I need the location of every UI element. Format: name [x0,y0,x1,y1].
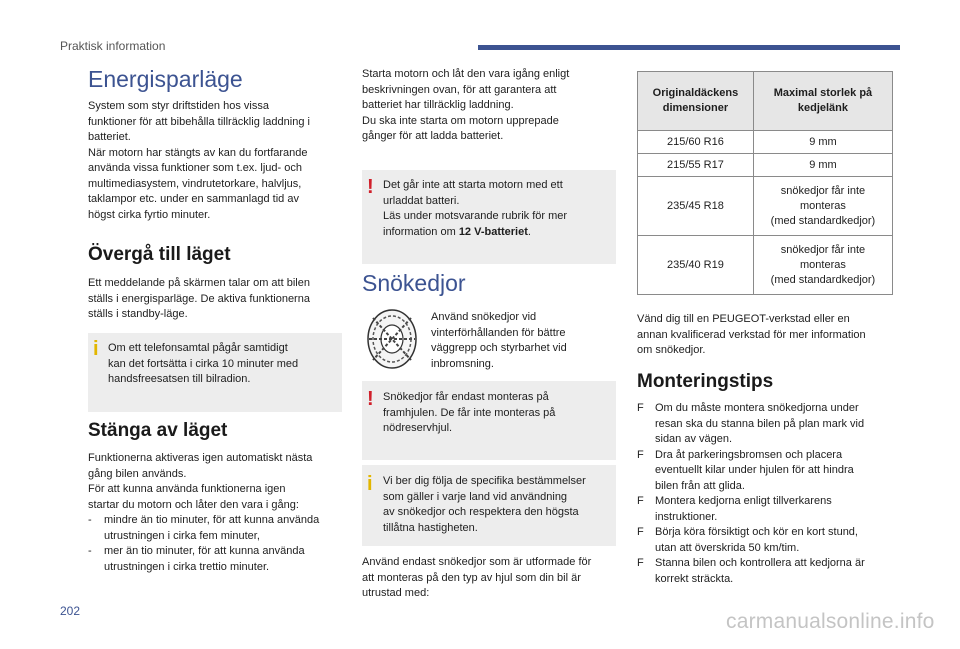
page-number: 202 [60,604,81,618]
exit-mode-text: Funktionerna aktiveras igen automatiskt nästa gång bilen används. För att kunna använda funktionerna igen startar du motorn och låter den vara i gång: [88,452,313,511]
snow-chain-illustration [365,308,420,370]
bullet-icon: F [637,448,644,461]
table-cell: 215/55 R17 [638,154,754,177]
column-header: Maximal storlek på kedjelänk [753,72,892,131]
mounting-tips-list [637,401,899,587]
table-cell: snökedjor får inte monteras (med standardkedjor) [753,236,892,295]
snow-chains-text: Använd snökedjor vid vinterförhållanden för bättre väggrepp och styrbarhet vid inbromsning. [431,311,567,370]
warning-front-wheels-text: Snökedjor får endast monteras på framhjulen. De får inte monteras på nödreservhjul. [383,391,556,434]
table-cell: 235/45 R18 [638,177,754,236]
table-row [638,154,893,177]
enter-mode-title: Övergå till läget [88,244,231,265]
list-item: - mer än tio minuter, för att kunna använda utrustningen i cirka trettio minuter. [88,544,348,575]
energy-save-intro: System som styr driftstiden hos vissa funktioner för att bibehålla tillräcklig laddning i batteriet. När motorn har stängts av kan du fortfarande använda vissa funktioner som t.ex. ljud- och multimediasystem, vindrutetorkare, halvljus, taklampor etc. under en sammanlagd tid av högst cirka fyrtio minuter. [88,100,310,221]
list-item: F Dra åt parkeringsbromsen och placera eventuellt kilar under hjulen för att hindra bilen från att glida. [637,448,854,492]
info-regulations-text: Vi ber dig följa de specifika bestämmelser som gäller i varje land vid användning av snökedjor och respektera den högsta tillåtna hastigheten. [383,475,586,534]
table-cell: 235/40 R19 [638,236,754,295]
info-box-regulations [362,465,616,546]
snow-chains-title: Snökedjor [362,270,466,296]
energy-save-title: Energisparläge [88,66,243,92]
warning-icon: ! [367,388,374,410]
table-row [638,177,893,236]
bullet-icon: F [637,402,644,414]
exit-mode-list [88,513,348,575]
bullet-icon: F [637,526,644,538]
mounting-tips-title: Monteringstips [637,371,774,392]
info-note-text: Om ett telefonsamtal pågår samtidigt kan det fortsätta i cirka 10 minuter med handsfreesatsen till bilradion. [108,342,299,385]
exit-mode-title: Stänga av läget [88,420,228,441]
chain-type-text: Använd endast snökedjor som är utformade för att monteras på den typ av hjul som din bil är utrustad med: [362,556,592,599]
list-item: F Stanna bilen och kontrollera att kedjorna är korrekt sträckta. [637,557,865,585]
header-rule [478,45,900,50]
table-row [638,236,893,295]
warning-box-front-wheels [362,381,616,460]
info-icon: i [93,338,99,360]
info-icon: i [367,473,373,495]
table-row [638,131,893,154]
table-cell: 215/60 R16 [638,131,754,154]
table-cell: snökedjor får inte monteras (med standardkedjor) [753,177,892,236]
watermark: carmanualsonline.info [726,610,935,633]
table-cell: 9 mm [753,131,892,154]
table-header-row [638,72,893,131]
warning-box-battery [362,170,616,264]
warning-battery-text: Det går inte att starta motorn med ett urladdat batteri. Läs under motsvarande rubrik för mer information om 12 V-batteriet. [383,179,568,238]
warning-icon: ! [367,176,374,198]
workshop-text: Vänd dig till en PEUGEOT-verkstad eller en annan kvalificerad verkstad för mer information om snökedjor. [637,313,866,356]
list-item: F Börja köra försiktigt och kör en kort stund, utan att överskrida 50 km/tim. [637,526,858,554]
section-header: Praktisk information [60,39,166,53]
list-item: F Montera kedjorna enligt tillverkarens instruktioner. [637,495,832,523]
bullet-icon: F [637,495,644,507]
list-item: - mindre än tio minuter, för att kunna använda utrustningen i cirka fem minuter, [88,513,348,544]
enter-mode-text: Ett meddelande på skärmen talar om att bilen ställs i energisparläge. De aktiva funktionerna ställs i standby-läge. [88,277,310,320]
chain-size-table [637,71,893,295]
column-header: Originaldäckens dimensioner [638,72,754,131]
table-cell: 9 mm [753,154,892,177]
bullet-icon: F [637,557,644,569]
list-item: F Om du måste montera snökedjorna under resan ska du stanna bilen på plan mark vid sidan av vägen. [637,402,865,445]
start-engine-text: Starta motorn och låt den vara igång enligt beskrivningen ovan, för att garantera att batteriet har tillräcklig laddning. Du ska inte starta om motorn upprepade gånger för att ladda batteriet. [362,68,570,142]
info-note-box [88,333,342,412]
